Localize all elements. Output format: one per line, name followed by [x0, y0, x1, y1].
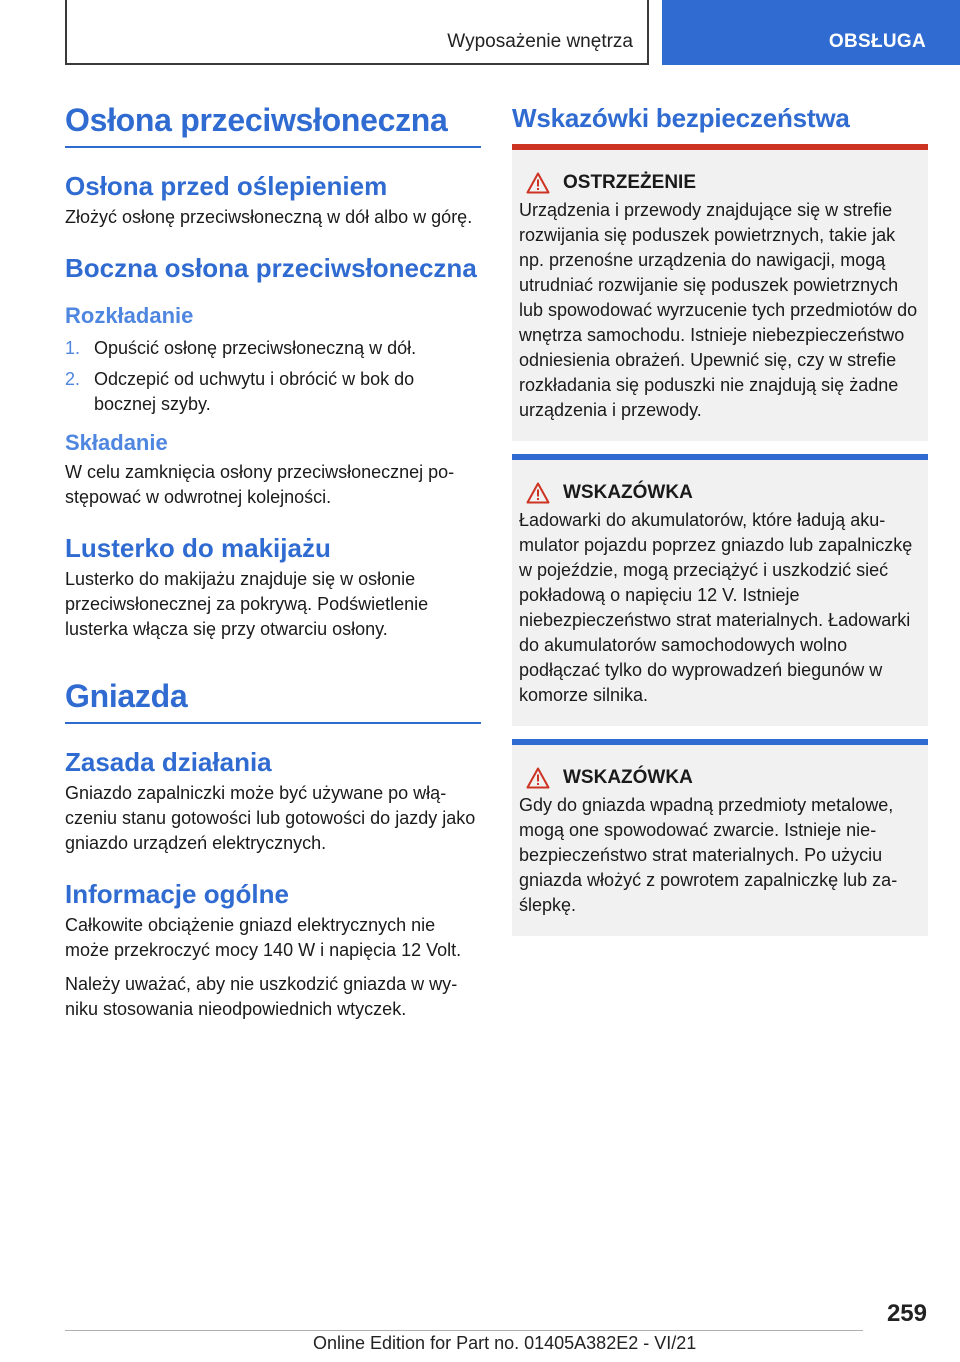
note-box-metal: [512, 739, 928, 936]
heading-glare-shield: Osłona przed oślepieniem: [65, 171, 388, 201]
step-text: Odczepić od uchwytu i obrócić w bok do bocznej szyby.: [94, 369, 415, 414]
note-title-text: WSKAZÓWKA: [563, 767, 693, 788]
note-box-title: [519, 767, 920, 789]
paragraph-principle: Gniazdo zapalniczki może być używane po włączeniu stanu gotowości lub gotowości do jazdy jako gniazdo urządzeń elektrycznych.: [65, 783, 476, 853]
header-section-label: Wyposażenie wnętrza: [447, 31, 633, 52]
note-text: Ładowarki do akumulatorów, które ładują akumulator pojazdu poprzez gniazdo lub zapalniczkę w pojeździe, mogą przeciążyć i uszkodzić sieć pokładową o napięciu 12 V. Istnieje niebezpieczeństwo strat materialnych. Ładowarki do akumulatorów samochodowych wolno podłączać tylko do wyprowadzeń biegunów w komorze silnika.: [519, 510, 913, 705]
note-text: Gdy do gniazda wpadną przedmioty metalowe, mogą one spowodować zwarcie. Istnieje niebezpieczeństwo strat materialnych. Po użyciu gniazda włożyć z powrotem zapalniczkę lub zaślepkę.: [519, 795, 898, 915]
warning-box-title: [519, 172, 920, 194]
note-box-charger: [512, 454, 928, 726]
warning-triangle-icon: [526, 767, 550, 789]
header-section-tab: [65, 0, 649, 65]
paragraph-general-plugs: Należy uważać, aby nie uszkodzić gniazda w wyniku stosowania nieodpowiednich wtyczek.: [65, 974, 458, 1019]
paragraph-glare-shield: Złożyć osłonę przeciwsłoneczną w dół albo w górę.: [65, 207, 473, 227]
step-number: 1.: [65, 338, 81, 358]
heading-safety: Wskazówki bezpieczeństwa: [512, 103, 850, 133]
note-box-title: [519, 482, 920, 504]
step-number: 2.: [65, 369, 81, 389]
unfold-steps-list: [65, 336, 481, 417]
header-chapter-label: OBSŁUGA: [828, 31, 926, 52]
step-text: Opuścić osłonę przeciwsłoneczną w dół.: [94, 338, 417, 358]
warning-box: [512, 144, 928, 441]
header-chapter-tab: [662, 0, 960, 65]
footer-edition: Online Edition for Part no. 01405A382E2 - VI/21: [313, 1333, 697, 1353]
heading-vanity-mirror: Lusterko do makijażu: [65, 533, 331, 563]
heading-sockets: Gniazda: [65, 676, 481, 724]
warning-triangle-icon: [526, 172, 550, 194]
list-item: [65, 336, 481, 361]
page-number: 259: [886, 1300, 927, 1327]
list-item: [65, 367, 481, 417]
right-column: [512, 100, 928, 936]
heading-principle: Zasada działania: [65, 747, 272, 777]
paragraph-general-load: Całkowite obciążenie gniazd elektrycznych nie może przekroczyć mocy 140 W i napięcia 12 Volt.: [65, 915, 462, 960]
warning-title-text: OSTRZEŻENIE: [563, 172, 697, 193]
paragraph-vanity-mirror: Lusterko do makijażu znajduje się w osłonie przeciwsłonecznej za pokrywą. Podświetlenie lusterka włącza się przy otwarciu osłony.: [65, 569, 429, 639]
left-column: [65, 100, 481, 1022]
heading-side-visor: Boczna osłona przeciwsłoneczna: [65, 253, 477, 283]
heading-folding: Składanie: [65, 430, 168, 455]
heading-unfolding: Rozkładanie: [65, 303, 194, 328]
paragraph-folding: W celu zamknięcia osłony przeciwsłonecznej postępować w odwrotnej kolejności.: [65, 462, 455, 507]
note-title-text: WSKAZÓWKA: [563, 482, 693, 503]
heading-sun-visor: Osłona przeciwsłoneczna: [65, 100, 481, 148]
warning-text: Urządzenia i przewody znajdujące się w strefie rozwijania się poduszek powietrznych, takie jak np. przenośne urządzenia do nawigacji, mogą utrudniać rozwijanie się poduszek powietrznych lub spowodować wyrzucenie tych przedmiotów do wnętrza samochodu. Istnieje niebezpieczeństwo odniesienia obrażeń. Upewnić się, czy w strefie rozkładania się poduszki nie znajdują się żadne urządzenia i przewody.: [519, 200, 918, 420]
heading-general-info: Informacje ogólne: [65, 879, 289, 909]
warning-triangle-icon: [526, 482, 550, 504]
footer-divider: [65, 1330, 863, 1331]
